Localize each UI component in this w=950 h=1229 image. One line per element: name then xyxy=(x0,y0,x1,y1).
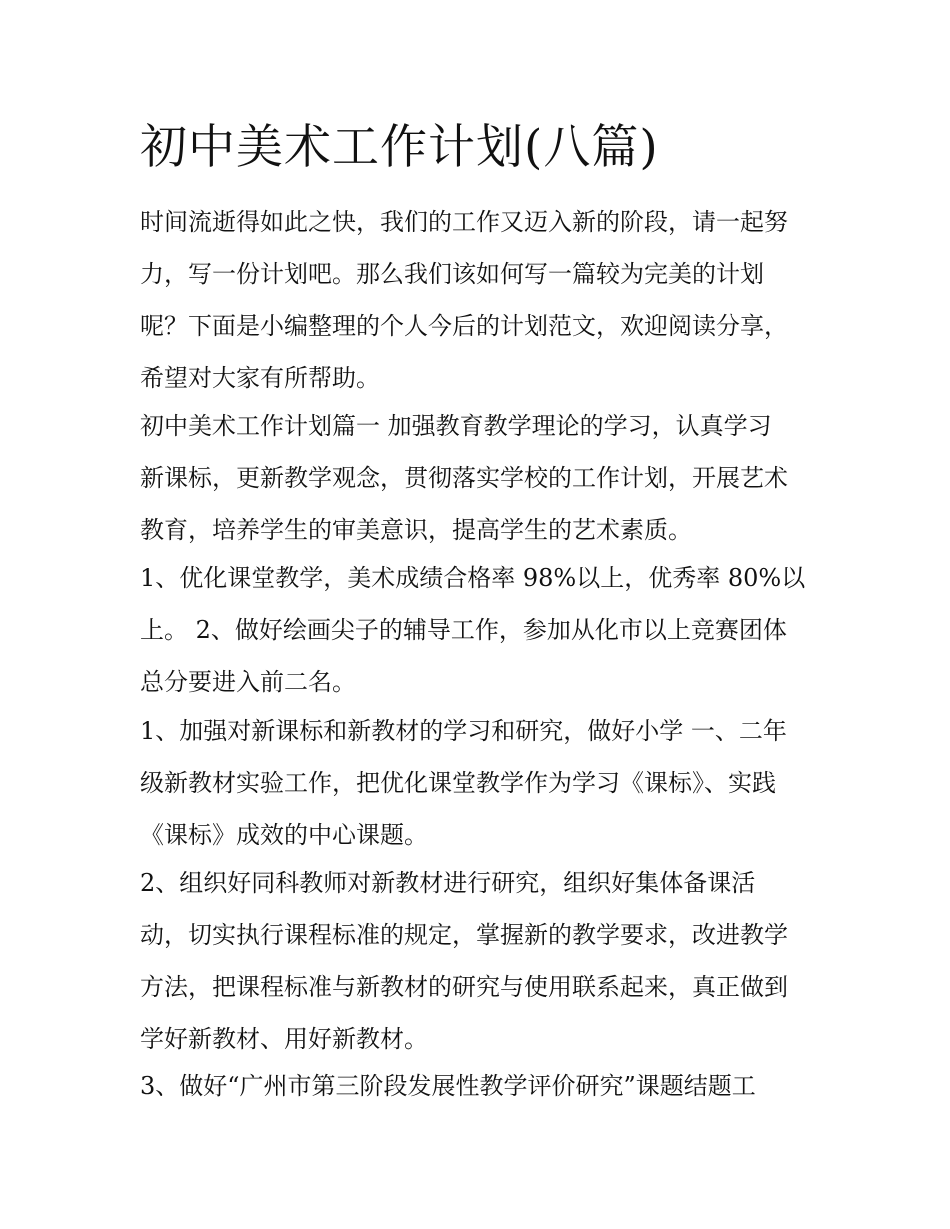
paragraph-line: 总分要进入前二名。 xyxy=(140,668,356,696)
paragraph-goals xyxy=(140,552,830,708)
paragraph-line: 学好新教材、用好新教材。 xyxy=(140,1025,428,1053)
paragraph-line: 初中美术工作计划篇一 加强教育教学理论的学习，认真学习 xyxy=(140,412,772,440)
paragraph-line: 呢？下面是小编整理的个人今后的计划范文，欢迎阅读分享， xyxy=(140,312,788,340)
paragraph-plan-one xyxy=(140,400,830,556)
paragraph-line: 方法，把课程标准与新教材的研究与使用联系起来，真正做到 xyxy=(140,973,788,1001)
paragraph-measure-2 xyxy=(140,857,830,1065)
paragraph-line: 1、加强对新课标和新教材的学习和研究，做好小学 一、二年 xyxy=(140,717,787,745)
paragraph-line: 教育，培养学生的审美意识，提高学生的艺术素质。 xyxy=(140,516,692,544)
paragraph-intro xyxy=(140,196,830,404)
paragraph-line: 时间流逝得如此之快，我们的工作又迈入新的阶段，请一起努 xyxy=(140,208,788,236)
paragraph-line: 3、做好“广州市第三阶段发展性教学评价研究”课题结题工 xyxy=(140,1072,756,1100)
paragraph-line: 2、组织好同科教师对新教材进行研究，组织好集体备课活 xyxy=(140,869,756,897)
paragraph-line: 《课标》成效的中心课题。 xyxy=(140,821,428,849)
paragraph-line: 上。 2、做好绘画尖子的辅导工作，参加从化市以上竞赛团体 xyxy=(140,616,787,644)
paragraph-line: 新课标，更新教学观念，贯彻落实学校的工作计划，开展艺术 xyxy=(140,464,788,492)
paragraph-line: 希望对大家有所帮助。 xyxy=(140,364,380,392)
paragraph-line: 力，写一份计划吧。那么我们该如何写一篇较为完美的计划 xyxy=(140,260,764,288)
paragraph-measure-1 xyxy=(140,705,830,861)
document-title: 初中美术工作计划(八篇) xyxy=(140,120,659,175)
paragraph-line: 动，切实执行课程标准的规定，掌握新的教学要求，改进教学 xyxy=(140,921,788,949)
paragraph-line: 1、优化课堂教学，美术成绩合格率 98%以上，优秀率 80%以 xyxy=(140,564,806,592)
paragraph-measure-3 xyxy=(140,1060,830,1112)
paragraph-line: 级新教材实验工作，把优化课堂教学作为学习《课标》、实践 xyxy=(140,769,776,797)
